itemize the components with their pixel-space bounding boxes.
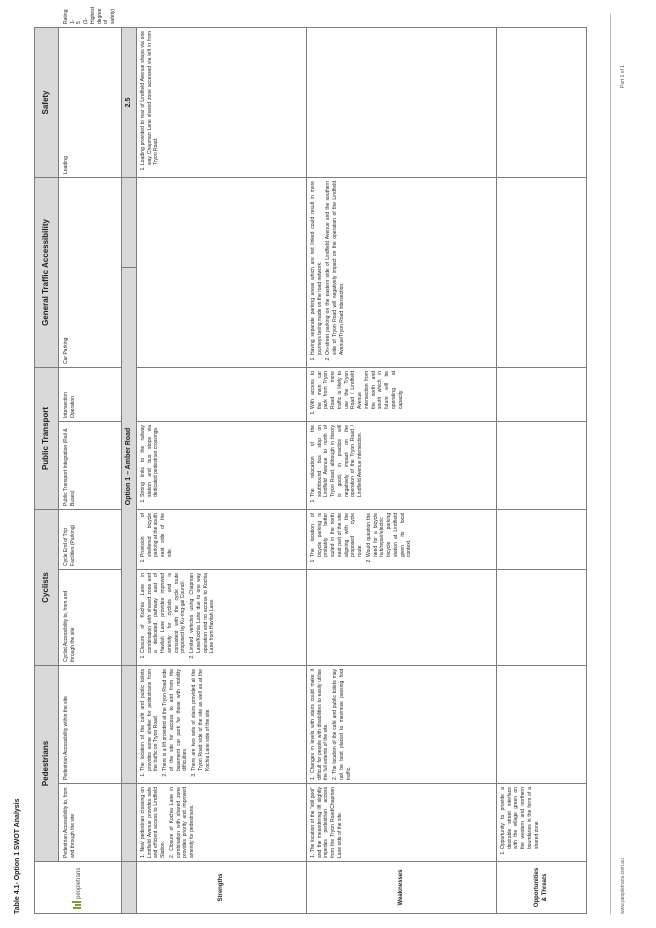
weaknesses-row: [306, 27, 496, 913]
footer-page-number: Part 1 of 1: [620, 64, 626, 88]
strengths-cyc-access: 1. Closure of Kochia Lane in combination with shared zone and a dedicated pathway east of Havilah Lane provides improved amenity for cyclists and is consistent with the cycle route proposed by Ku-ring-gai Council. 2. Limited vehicles using Chapman Lane/Kochia Lane due to one way operation and no access to Kochia Lane from Havilah Lane.: [136, 569, 306, 665]
opportunities-ped-access: 1. Opportunity to provide a desirable street interface with the village green on the western and northern boundaries in the form of a shared zone.: [496, 784, 586, 862]
strengths-car-parking: [136, 177, 306, 367]
peopletrans-logo-icon: [71, 866, 83, 910]
subheader-intersection: Intersection Operation: [58, 367, 121, 421]
group-general-traffic: General Traffic Accessibility: [35, 177, 59, 367]
footer-website: www.peopletrans.com.au: [620, 858, 626, 914]
strengths-loading: 1. Loading provided to rear of Lindfield Avenue shops via one way Chapman Lane shared zone accessed via left in from Tryon Road.: [136, 27, 306, 177]
strengths-pt-integration: 1. Strong links to the railway station and bus stops via dedicated pedestrian crossings.: [136, 421, 306, 509]
weaknesses-pt-integration: 1. The relocation of the southbound bus stop on Lindfield Avenue to north of Tryon Road, although in theory is good, in practice will negatively impact on the operation of the Tryon Road / Lindfield Avenue intersection.: [306, 421, 496, 509]
opportunities-row: [496, 27, 586, 913]
svg-text:peopletrans: peopletrans: [75, 868, 82, 900]
weaknesses-ped-within: 1. Changes in levels with stairs could make it difficult for people with disabilities to easily utilise the full extents of the site. 2. The location of the café and public toilets may not be best placed to maximise passing foot traffic.: [306, 665, 496, 783]
weaknesses-cyc-access: [306, 569, 496, 665]
subheader-car-parking: Car Parking: [58, 177, 121, 367]
strengths-cyc-facilities: 1. Provision of sheltered bicycle parking at the south east side of the site.: [136, 509, 306, 569]
group-pedestrians: Pedestrians: [35, 665, 59, 861]
subheader-cyc-facilities: Cycle End of Trip Facilities (Parking): [58, 509, 121, 569]
sub-header-row: Pedestrian Accessibility to, from and through the site Pedestrian Accessibility within the site Cyclist Accessibility to, from and through the site Cycle End of Trip Facilities (Parking) Public Transport Integration (Rail & Buses) Intersection Operation Car Parking Loading Rating 1-5 (1-Highest degree of safety): [58, 27, 121, 913]
row-label-opportunities: Opportunities & Threats: [496, 862, 586, 914]
group-header-row: [35, 27, 59, 913]
group-cyclists: Cyclists: [35, 509, 59, 665]
strengths-ped-within: 1. The location of the café and public toilets provides some shelter for pedestrians from the traffic on Tryon Road. 2. There is a lift provided at the Tryon Road side of the site for access to and from the basement car park for those with mobility difficulties. 3. There are two sets of stairs provided at the Tryon Road side of the site as well as at the Kochia Lane side of the site.: [136, 665, 306, 783]
row-label-strengths: Strengths: [136, 862, 306, 914]
weaknesses-car-parking: 1. Having separate parking areas which are not linked could result in more journeys being made on the road network. 2. On-street parking on the eastern side of Lindfield Avenue and the southern side of Tryon Road will negatively impact on the operation of the Lindfield Avenue/Tryon Road intersection.: [306, 177, 496, 367]
strengths-ped-access: 1. New pedestrian crossing on Lindfield Avenue provides safe and efficient access to Lindfield Station. 2. Closure of Kochia Lane in combination with shared zone provides priority and improved amenity for pedestrians.: [136, 784, 306, 862]
strengths-row: [136, 27, 306, 913]
weaknesses-loading: [306, 27, 496, 177]
subheader-loading: Loading: [58, 27, 121, 177]
row-label-weaknesses: Weaknesses: [306, 862, 496, 914]
option-title: Option 1 – Amber Road: [121, 267, 136, 665]
page-title: Table 4.1- Option 1 SWOT Analysis: [14, 798, 21, 914]
footer-rule: [610, 14, 611, 914]
logo: [35, 862, 122, 914]
weaknesses-cyc-facilities: 1. The location of bicycle parking is probably better suited in the north east part of the site aligning with the proposed cycle route. 2. Would question the need for a bicycle hub/repair/electric bicycle parking station at Lindfield given its local context.: [306, 509, 496, 569]
subheader-ped-within: Pedestrian Accessibility within the site: [58, 665, 121, 783]
strengths-intersection: [136, 367, 306, 421]
weaknesses-ped-access: 1. The location of the "still pool" and the meandering lift slightly impedes pedestrian access from the Tryon Road/Chapman Lane side of the site.: [306, 784, 496, 862]
weaknesses-intersection: 1. With access to the main car park from Tryon Road more traffic is likely to use the Tryon Road / Lindfield Avenue intersection from the north and south which in future will be operating at capacity.: [306, 367, 496, 421]
group-public-transport: Public Transport: [35, 367, 59, 509]
rating-value: 2.5: [121, 27, 136, 177]
subheader-pt-integration: Public Transport Integration (Rail & Buses): [58, 421, 121, 509]
group-safety: Safety: [35, 27, 59, 177]
subheader-ped-access: Pedestrian Accessibility to, from and through the site: [58, 784, 121, 862]
subheader-cyc-access: Cyclist Accessibility to, from and through the site: [58, 569, 121, 665]
option-row: [121, 27, 136, 913]
swot-table: [34, 7, 587, 914]
